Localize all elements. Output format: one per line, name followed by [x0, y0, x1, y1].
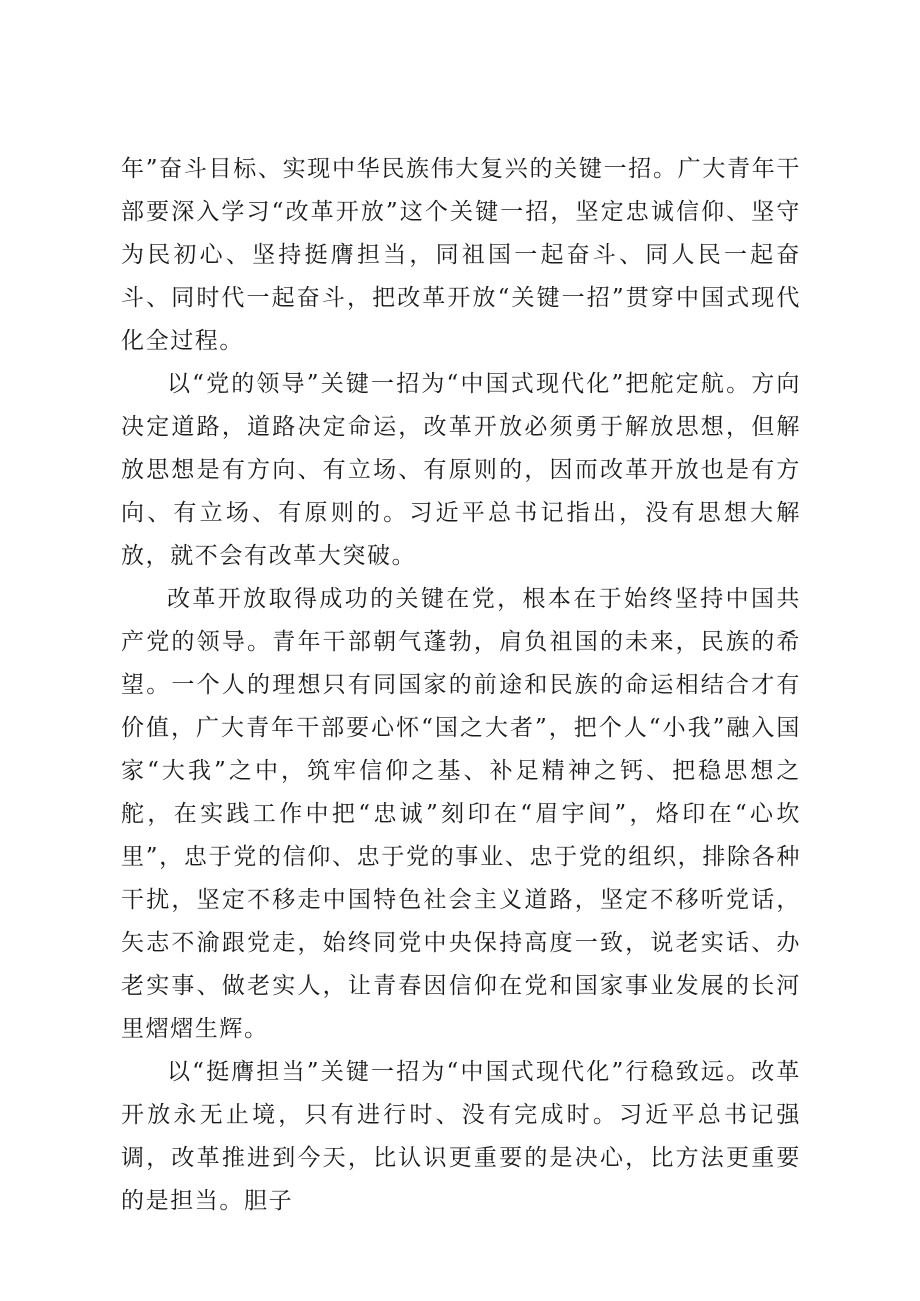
- paragraph-2: 以“党的领导”关键一招为“中国式现代化”把舵定航。方向决定道路，道路决定命运，改革开放必须勇于解放思想，但解放思想是有方向、有立场、有原则的，因而改革开放也是有方向、有立场、有原则的。习近平总书记指出，没有思想大解放，就不会有改革大突破。: [121, 371, 801, 569]
- paragraph-3: 改革开放取得成功的关键在党，根本在于始终坚持中国共产党的领导。青年干部朝气蓬勃，肩负祖国的未来，民族的希望。一个人的理想只有同国家的前途和民族的命运相结合才有价值，广大青年干部要心怀“国之大者”，把个人“小我”融入国家“大我”之中，筑牢信仰之基、补足精神之钙、把稳思想之舵，在实践工作中把“忠诚”刻印在“眉宇间”，烙印在“心坎里”，忠于党的信仰、忠于党的事业、忠于党的组织，排除各种干扰，坚定不移走中国特色社会主义道路，坚定不移听党话，矢志不渝跟党走，始终同党中央保持高度一致，说老实话、办老实事、做老实人，让青春因信仰在党和国家事业发展的长河里熠熠生辉。: [121, 586, 801, 1042]
- paragraph-1: 年”奋斗目标、实现中华民族伟大复兴的关键一招。广大青年干部要深入学习“改革开放”这个关键一招，坚定忠诚信仰、坚守为民初心、坚持挺膺担当，同祖国一起奋斗、同人民一起奋斗、同时代一起奋斗，把改革开放“关键一招”贯穿中国式现代化全过程。: [121, 156, 801, 354]
- document-body: [121, 148, 801, 1223]
- paragraph-4: 以“挺膺担当”关键一招为“中国式现代化”行稳致远。改革开放永无止境，只有进行时、没有完成时。习近平总书记强调，改革推进到今天，比认识更重要的是决心，比方法更重要的是担当。胆子: [121, 1059, 801, 1214]
